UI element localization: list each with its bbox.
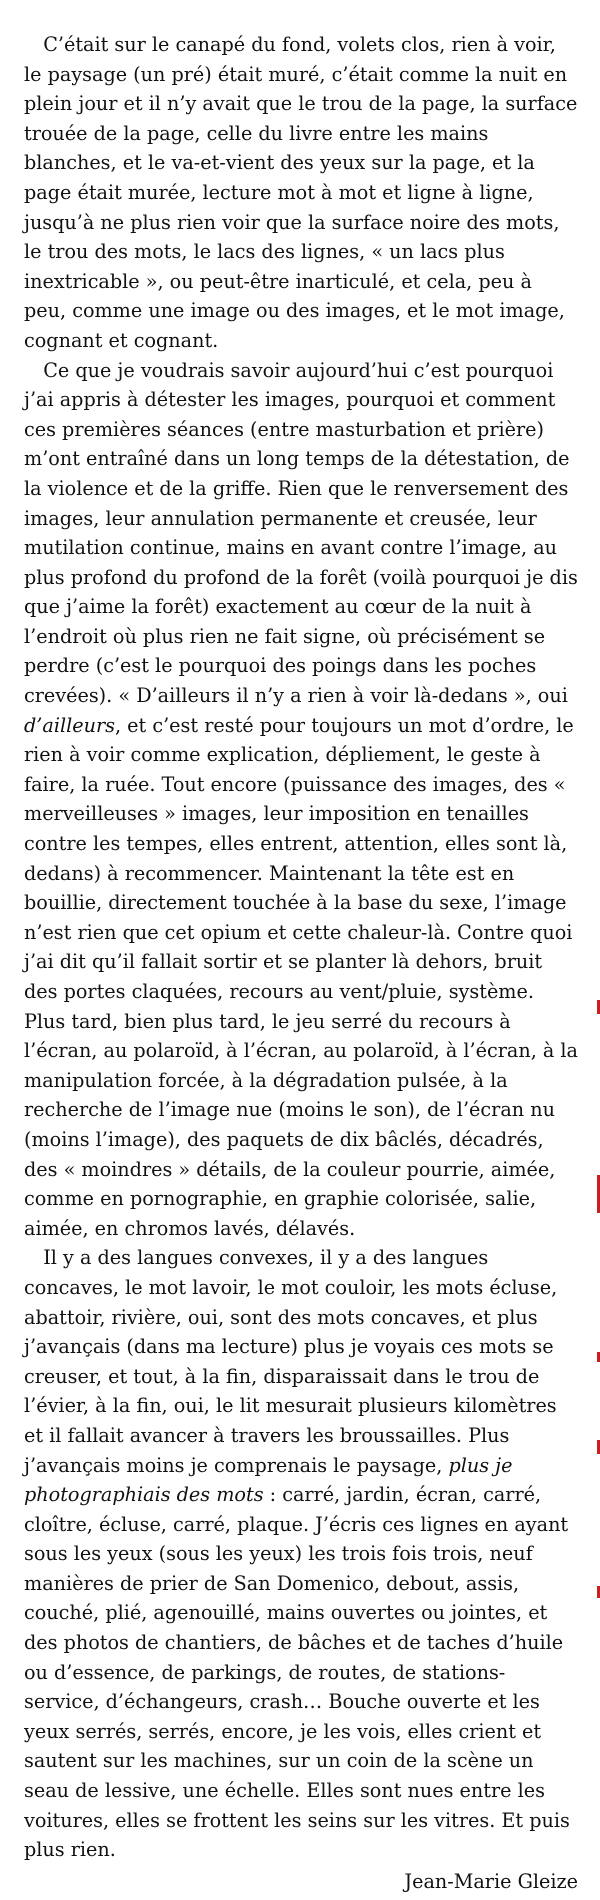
text-segment: Ce que je voudrais savoir aujourd’hui c’est pourquoi j’ai appris à détester les images, pourquoi et comment ces premières séances (entre masturbation et prière) m’ont entraîné dans un long temps de la détestation, de la violence et de la griffe. Rien que le renversement des images, leur annulation permanente et creusée, leur mutilation continue, mains en avant contre l’image, au plus profond du profond de la forêt (voilà pourquoi je dis que j’aime la forêt) exactement au cœur de la nuit à l’endroit où plus rien ne fait signe, où précisément se perdre (c’est le pourquoi des poings dans les poches crevées). « D’ailleurs il n’y a rien à voir là-dedans », oui [24,358,578,708]
paragraph-1 [24,30,578,356]
italic-phrase: d’ailleurs [24,713,115,737]
author-signature: Jean-Marie Gleize [404,1869,578,1893]
text-segment: C’était sur le canapé du fond, volets clos, rien à voir, le paysage (un pré) était muré, c’était comme la nuit en plein jour et il n’y avait que le trou de la page, la surface trouée de la page, celle du livre entre les mains blanches, et le va-et-vient des yeux sur la page, et la page était murée, lecture mot à mot et ligne à ligne, jusqu’à ne plus rien voir que la surface noire des mots, le trou des mots, le lacs des lignes, « un lacs plus inextricable », ou peut-être inarticulé, et cela, peu à peu, comme une image ou des images, et le mot image, cognant et cognant. [24,33,578,352]
text-segment: Il y a des langues convexes, il y a des langues concaves, le mot lavoir, le mot couloir, les mots écluse, abattoir, rivière, oui, sont des mots concaves, et plus j’avançais (dans ma lecture) plus je voyais ces mots se creuser, et tout, à la fin, disparaissait dans le trou de l’évier, à la fin, oui, le lit mesurait plusieurs kilomètres et il fallait avancer à travers les broussailles. Plus j’avançais moins je comprenais le paysage, [24,1246,558,1477]
italic-phrase: plus je photographiais des mots [24,1453,513,1507]
text-segment: : carré, jardin, écran, carré, cloître, écluse, carré, plaque. J’écris ces lignes en ayant sous les yeux (sous les yeux) les trois fois trois, neuf manières de prier de San Domenico, debout, assis, couché, plié, agenouillé, mains ouvertes ou jointes, et des photos de chantiers, de bâches et de taches d’huile ou d’essence, de parkings, de routes, de stations-service, d’échangeurs, crash… Bouche ouverte et les yeux serrés, serrés, encore, je les vois, elles crient et sautent sur les machines, sur un coin de la scène un seau de lessive, une échelle. Elles sont nues entre les voitures, elles se frottent les seins sur les vitres. Et puis plus rien. [24,1483,570,1862]
paragraph-3 [24,1243,578,1864]
text-segment: , et c’est resté pour toujours un mot d’ordre, le rien à voir comme explication, dépliement, le geste à faire, la ruée. Tout encore (puissance des images, des « merveilleuses » images, leur imposition en tenailles contre les tempes, elles entrent, attention, elles sont là, dedans) à recommencer. Maintenant la tête est en bouillie, directement touchée à la base du sexe, l’image n’est rien que cet opium et cette chaleur-là. Contre quoi j’ai dit qu’il fallait sortir et se planter là dehors, bruit des portes claquées, recours au vent/pluie, système. Plus tard, bien plus tard, le jeu serré du recours à l’écran, au polaroïd, à l’écran, au polaroïd, à l’écran, à la manipulation forcée, à la dégradation pulsée, à la recherche de l’image nue (moins le son), de l’écran nu (moins l’image), des paquets de dix bâclés, décadrés, des « moindres » détails, de la couleur pourrie, aimée, comme en pornographie, en graphie colorisée, salie, aimée, en chromos lavés, délavés. [24,713,579,1240]
document-body [24,30,578,1865]
paragraph-2 [24,356,578,1244]
